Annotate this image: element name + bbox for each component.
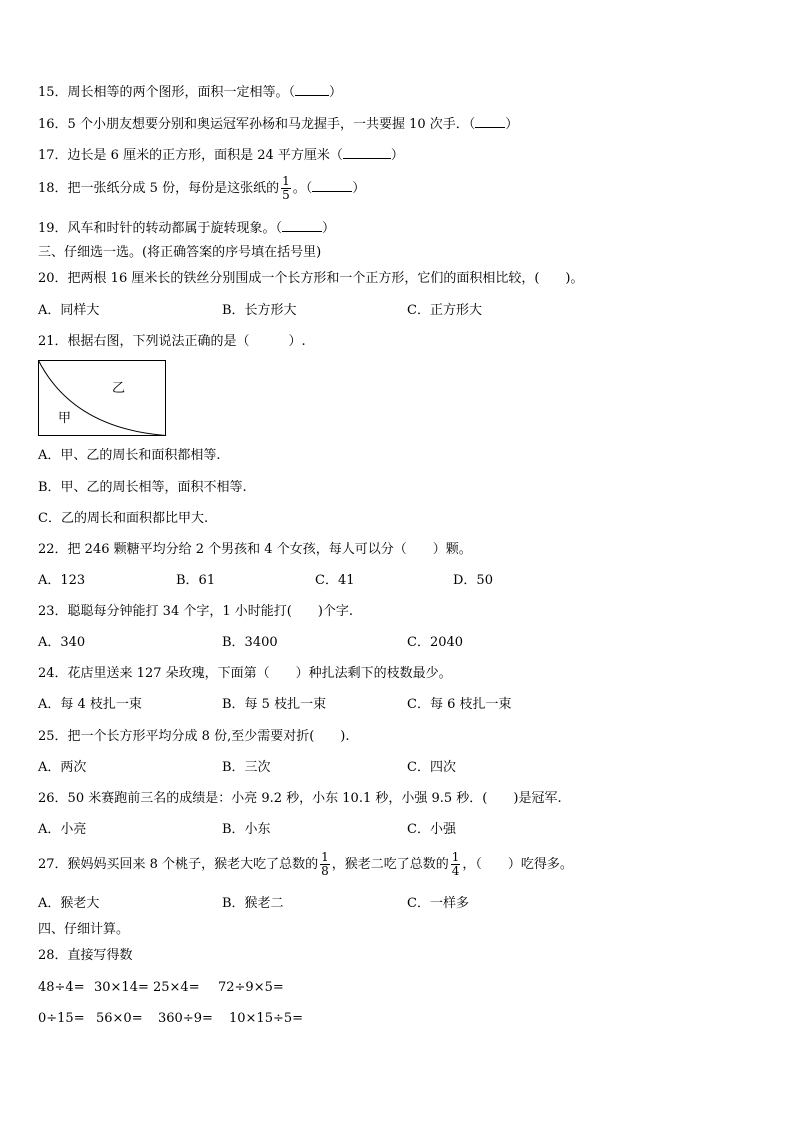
- question-27-text-post: ，（ ）吃得多。: [462, 857, 573, 872]
- question-24: 24．花店里送来 127 朵玫瑰，下面第（ ）种扎法剩下的枝数最少。: [38, 666, 452, 681]
- bracket-close: ）: [390, 148, 404, 163]
- answer-blank[interactable]: [312, 179, 352, 192]
- option-a[interactable]: A．123: [38, 573, 86, 588]
- calc-item: 360÷9=: [158, 1011, 213, 1026]
- question-18-text: 18．把一张纸分成 5 份，每份是这张纸的: [38, 181, 280, 196]
- option-b[interactable]: B．猴老二: [222, 896, 284, 911]
- question-25: 25．把一个长方形平均分成 8 份,至少需要对折( ).: [38, 729, 350, 744]
- option-a[interactable]: A．同样大: [38, 303, 100, 318]
- option-a[interactable]: A．每 4 枝扎一束: [38, 697, 142, 712]
- question-27: [38, 850, 573, 880]
- calc-item: 30×14=: [94, 980, 149, 995]
- question-28: 28．直接写得数: [38, 948, 133, 963]
- figure-label-jia: 甲: [58, 411, 72, 426]
- option-c[interactable]: C．乙的周长和面积都比甲大.: [38, 511, 209, 526]
- question-19-text: 19．风车和时针的转动都属于旋转现象。（: [38, 221, 283, 236]
- fraction-one-fifth: $\frac{1}{5}$: [282, 174, 290, 202]
- bracket-close: ）: [352, 181, 366, 196]
- calc-item: 72÷9×5=: [218, 980, 284, 995]
- option-b[interactable]: B．每 5 枝扎一束: [222, 697, 327, 712]
- question-15: [38, 83, 342, 101]
- option-c[interactable]: C．2040: [407, 635, 464, 650]
- calc-item: 25×4=: [153, 980, 200, 995]
- calc-item: 0÷15=: [38, 1011, 85, 1026]
- fraction-one-quarter: $\frac{1}{4}$: [451, 850, 460, 878]
- rectangle-arc-figure: [38, 360, 166, 436]
- calc-item: 48÷4=: [38, 980, 85, 995]
- bracket-close: ）: [329, 85, 343, 100]
- option-a[interactable]: A．猴老大: [38, 896, 100, 911]
- answer-blank[interactable]: [282, 219, 322, 232]
- bracket-close: ）: [322, 221, 336, 236]
- option-b[interactable]: B．三次: [222, 760, 271, 775]
- bracket-close: ）: [505, 117, 519, 132]
- option-a[interactable]: A．340: [38, 635, 86, 650]
- calc-item: 56×0=: [96, 1011, 143, 1026]
- option-c[interactable]: C．正方形大: [407, 303, 482, 318]
- option-b[interactable]: B．61: [176, 573, 216, 588]
- question-18-text-post: 。（: [292, 181, 313, 196]
- option-c[interactable]: C．41: [315, 573, 355, 588]
- question-17: [38, 146, 404, 164]
- question-16: [38, 115, 518, 133]
- option-c[interactable]: C．小强: [407, 822, 456, 837]
- question-17-text: 17．边长是 6 厘米的正方形，面积是 24 平方厘米（: [38, 148, 343, 163]
- option-d[interactable]: D．50: [453, 573, 493, 588]
- answer-blank[interactable]: [475, 115, 505, 128]
- option-b[interactable]: B．3400: [222, 635, 278, 650]
- question-15-text: 15．周长相等的两个图形，面积一定相等。（: [38, 85, 296, 100]
- question-19: [38, 219, 335, 237]
- option-a[interactable]: A．两次: [38, 760, 87, 775]
- question-23: 23．聪聪每分钟能打 34 个字，1 小时能打( )个字.: [38, 604, 354, 619]
- question-20: 20．把两根 16 厘米长的铁丝分别围成一个长方形和一个正方形，它们的面积相比较，( )。: [38, 271, 584, 286]
- section-4-heading: 四、仔细计算。: [38, 922, 130, 937]
- option-b[interactable]: B．长方形大: [222, 303, 297, 318]
- calc-item: 10×15÷5=: [229, 1011, 304, 1026]
- question-18: [38, 174, 365, 204]
- option-c[interactable]: C．每 6 枝扎一束: [407, 697, 512, 712]
- question-27-text-mid: ，猴老二吃了总数的: [331, 857, 449, 872]
- answer-blank[interactable]: [343, 146, 391, 159]
- option-b[interactable]: B．小东: [222, 822, 271, 837]
- option-b[interactable]: B．甲、乙的周长相等，面积不相等.: [38, 480, 247, 495]
- option-a[interactable]: A．小亮: [38, 822, 87, 837]
- option-a[interactable]: A．甲、乙的周长和面积都相等.: [38, 448, 221, 463]
- option-c[interactable]: C．一样多: [407, 896, 469, 911]
- answer-blank[interactable]: [295, 83, 329, 96]
- question-16-text: 16．5 个小朋友想要分别和奥运冠军孙杨和马龙握手，一共要握 10 次手．（: [38, 117, 476, 132]
- fraction-one-eighth: $\frac{1}{8}$: [321, 850, 329, 878]
- question-26: 26．50 米赛跑前三名的成绩是：小亮 9.2 秒，小东 10.1 秒，小强 9.5 秒．( )是冠军.: [38, 791, 562, 806]
- figure-label-yi: 乙: [112, 381, 126, 396]
- question-22: 22．把 246 颗糖平均分给 2 个男孩和 4 个女孩，每人可以分（ ）颗。: [38, 542, 472, 557]
- option-c[interactable]: C．四次: [407, 760, 456, 775]
- question-27-text: 27．猴妈妈买回来 8 个桃子，猴老大吃了总数的: [38, 857, 319, 872]
- section-3-heading: 三、仔细选一选。(将正确答案的序号填在括号里): [38, 245, 322, 260]
- question-21: 21．根据右图，下列说法正确的是（ ）.: [38, 334, 306, 349]
